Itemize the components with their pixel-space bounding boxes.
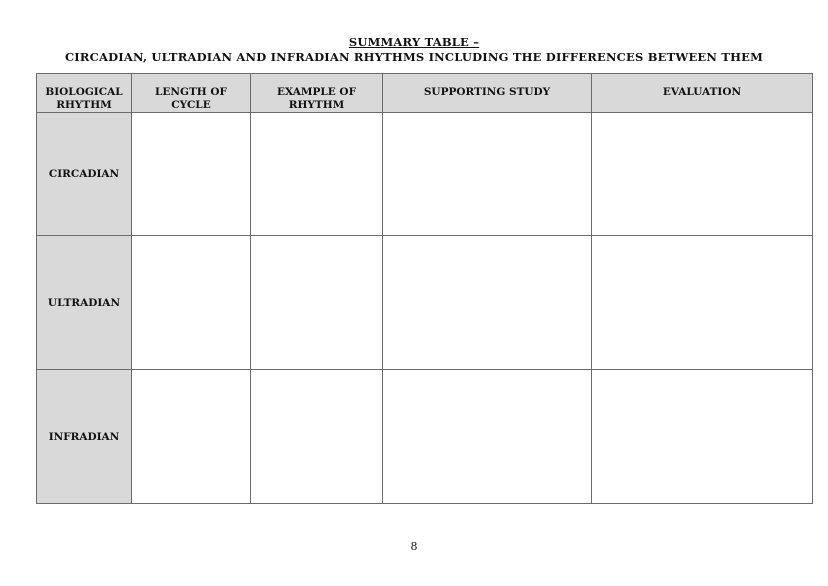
cell-supporting-study[interactable] <box>383 113 592 236</box>
cell-evaluation[interactable] <box>592 370 813 504</box>
header-example-of-rhythm <box>251 74 383 113</box>
cell-evaluation[interactable] <box>592 113 813 236</box>
header-length-of-cycle <box>132 74 251 113</box>
cell-example-of-rhythm[interactable] <box>251 236 383 370</box>
header-text: RHYTHM <box>56 99 112 111</box>
cell-evaluation[interactable] <box>592 236 813 370</box>
title-line-1: SUMMARY TABLE – <box>348 35 480 49</box>
header-text: CYCLE <box>171 99 211 111</box>
header-evaluation <box>592 74 813 113</box>
cell-example-of-rhythm[interactable] <box>251 113 383 236</box>
header-supporting-study <box>383 74 592 113</box>
summary-table <box>36 73 813 504</box>
title-line-2: CIRCADIAN, ULTRADIAN AND INFRADIAN RHYTHMS INCLUDING THE DIFFERENCES BETWEEN THEM <box>64 50 764 64</box>
cell-supporting-study[interactable] <box>383 370 592 504</box>
cell-length-of-cycle[interactable] <box>132 370 251 504</box>
header-text: LENGTH OF <box>155 86 227 98</box>
header-biological-rhythm <box>37 74 132 113</box>
row-label-ultradian: ULTRADIAN <box>37 236 132 370</box>
cell-length-of-cycle[interactable] <box>132 236 251 370</box>
table-row-infradian <box>37 370 813 504</box>
cell-length-of-cycle[interactable] <box>132 113 251 236</box>
table-row-ultradian <box>37 236 813 370</box>
header-row <box>37 74 813 113</box>
page-number: 8 <box>410 540 418 553</box>
row-label-circadian: CIRCADIAN <box>37 113 132 236</box>
cell-example-of-rhythm[interactable] <box>251 370 383 504</box>
header-text: RHYTHM <box>288 99 345 111</box>
header-text: BIOLOGICAL <box>45 86 123 98</box>
header-text: SUPPORTING STUDY <box>423 86 551 98</box>
row-label-infradian: INFRADIAN <box>37 370 132 504</box>
table-row-circadian <box>37 113 813 236</box>
header-text: EVALUATION <box>662 86 742 98</box>
header-text: EXAMPLE OF <box>276 86 357 98</box>
cell-supporting-study[interactable] <box>383 236 592 370</box>
